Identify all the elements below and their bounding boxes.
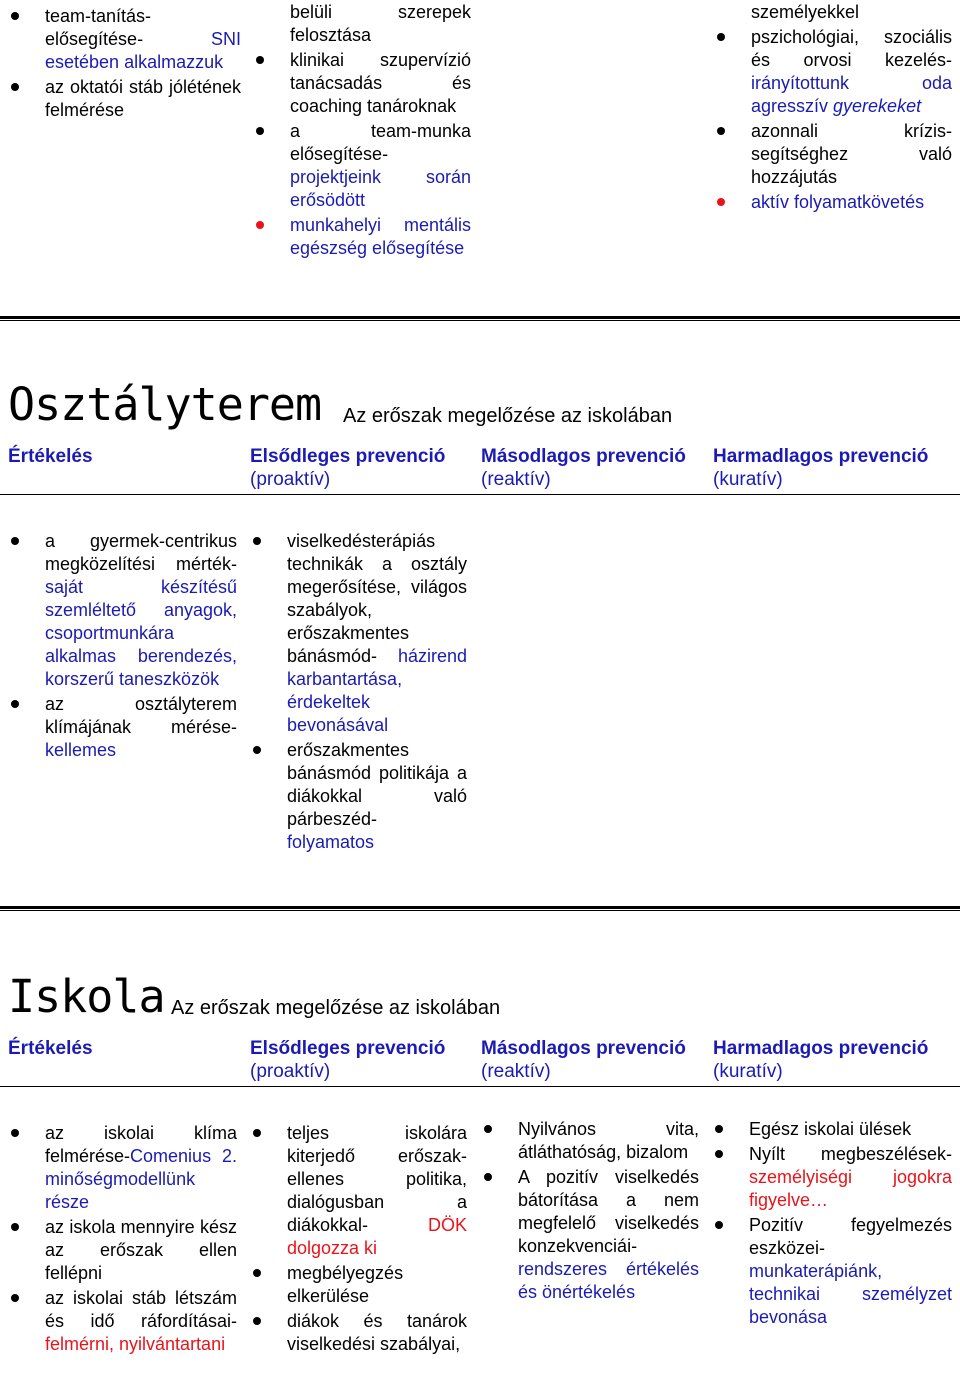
list-item-text: A pozitív viselkedés bátorítása a nem megfelelő viselkedés konzekvenciái- bbox=[518, 1167, 699, 1256]
list-item-text: Nyílt megbeszélések- bbox=[749, 1144, 952, 1164]
list-item-text: az iskolai klíma felmérése- bbox=[45, 1123, 237, 1166]
list-item bbox=[712, 1143, 952, 1212]
list-item-text: Comenius 2. minőségmodellünk része bbox=[45, 1146, 237, 1212]
osztaly-col-1 bbox=[8, 530, 237, 764]
list-item-text: Nyilvános vita, átláthatóság, bizalom bbox=[518, 1119, 699, 1162]
list-item bbox=[8, 530, 237, 691]
list-item-text: az oktatói stáb jólétének felmérése bbox=[45, 77, 241, 120]
iskola-col-2-list bbox=[250, 1122, 467, 1356]
list-item bbox=[8, 1122, 237, 1214]
header-rule-1 bbox=[0, 494, 960, 495]
osztaly-col-2 bbox=[250, 530, 467, 856]
list-item-text: az osztályterem klímájának mérése- bbox=[45, 694, 237, 737]
list-item bbox=[250, 1122, 467, 1260]
top-col-2 bbox=[253, 1, 471, 262]
iskola-col-4 bbox=[712, 1118, 952, 1331]
list-item-text: klinikai szupervízió tanácsadás és coaching tanároknak bbox=[290, 50, 471, 116]
header-elsodleges-2: Elsődleges prevenció (proaktív) bbox=[250, 1038, 446, 1082]
list-item-text: személyiségi jogokra figyelve… bbox=[749, 1167, 952, 1210]
list-item-text: diákok és tanárok viselkedési szabályai, bbox=[287, 1311, 467, 1354]
list-item bbox=[712, 1118, 952, 1141]
iskola-col-2 bbox=[250, 1122, 467, 1358]
list-item bbox=[8, 1216, 237, 1285]
list-item-text: az iskola mennyire kész az erőszak ellen fellépni bbox=[45, 1217, 237, 1283]
list-item-text: személyekkel bbox=[751, 2, 860, 22]
list-item bbox=[253, 120, 471, 212]
top-col-1 bbox=[8, 5, 241, 124]
list-item bbox=[481, 1166, 699, 1304]
list-item bbox=[8, 693, 237, 762]
list-item bbox=[8, 76, 241, 122]
list-item-text: kellemes bbox=[45, 740, 117, 760]
list-item-text: pszichológiai, szociális és orvosi kezelés- bbox=[751, 27, 952, 70]
list-item-text: felmérni, nyilvántartani bbox=[45, 1334, 226, 1354]
list-item-text: belüli szerepek felosztása bbox=[290, 2, 471, 45]
osztaly-col-1-list bbox=[8, 530, 237, 762]
list-item bbox=[714, 26, 952, 118]
list-item bbox=[253, 49, 471, 118]
osztaly-col-2-list bbox=[250, 530, 467, 854]
header-ertekeles-1: Értékelés bbox=[8, 446, 93, 467]
list-item-text: Pozitív fegyelmezés eszközei- bbox=[749, 1215, 952, 1258]
list-item-text: azonnali krízis-segítséghez való hozzájutás bbox=[751, 121, 952, 187]
section-subtitle-osztalyterem: Az erőszak megelőzése az iskolában bbox=[343, 405, 673, 427]
list-item bbox=[481, 1118, 699, 1164]
iskola-col-3-list bbox=[481, 1118, 699, 1304]
divider-top bbox=[0, 316, 960, 319]
list-item bbox=[250, 739, 467, 854]
list-item bbox=[250, 1262, 467, 1308]
header-masodlagos-1: Másodlagos prevenció (reaktív) bbox=[481, 446, 686, 490]
divider-middle bbox=[0, 906, 960, 909]
top-col-1-list bbox=[8, 5, 241, 122]
list-item bbox=[714, 120, 952, 189]
top-col-3 bbox=[714, 1, 952, 216]
list-item bbox=[714, 1, 952, 24]
list-item bbox=[253, 1, 471, 47]
list-item bbox=[250, 530, 467, 737]
list-item-text: gyerekeket bbox=[833, 96, 922, 116]
header-harmadlagos-1: Harmadlagos prevenció (kuratív) bbox=[713, 446, 929, 490]
list-item-text: irányítottunk oda agresszív bbox=[751, 73, 952, 116]
list-item-text: házirend karbantartása, érdekeltek bevonásával bbox=[287, 646, 467, 735]
list-item-text: SNI esetében alkalmazzuk bbox=[45, 29, 241, 72]
list-item bbox=[253, 214, 471, 260]
list-item bbox=[8, 1287, 237, 1356]
list-item-text: aktív folyamatkövetés bbox=[751, 192, 925, 212]
list-item-text: erőszakmentes bánásmód politikája a diákokkal való párbeszéd- bbox=[287, 740, 467, 829]
section-title-iskola: Iskola bbox=[8, 970, 165, 1023]
list-item-text: teljes iskolára kiterjedő erőszak-ellenes politika, dialógusban a diákokkal- bbox=[287, 1123, 467, 1235]
header-rule-2 bbox=[0, 1086, 960, 1087]
section-title-osztalyterem: Osztályterem bbox=[8, 378, 322, 431]
iskola-col-1-list bbox=[8, 1122, 237, 1356]
list-item-text: a gyermek-centrikus megközelítési mérték- bbox=[45, 531, 237, 574]
list-item-text: a team-munka elősegítése- bbox=[290, 121, 471, 164]
list-item bbox=[714, 191, 952, 214]
iskola-col-1 bbox=[8, 1122, 237, 1358]
iskola-col-3 bbox=[481, 1118, 699, 1306]
header-ertekeles-2: Értékelés bbox=[8, 1038, 93, 1059]
list-item bbox=[712, 1214, 952, 1329]
header-harmadlagos-2: Harmadlagos prevenció (kuratív) bbox=[713, 1038, 929, 1082]
list-item-text: saját készítésű szemléltető anyagok, csoportmunkára alkalmas berendezés, korszerű taneszközök bbox=[45, 577, 237, 689]
list-item-text: Egész iskolai ülések bbox=[749, 1119, 912, 1139]
list-item-text: projektjeink során erősödött bbox=[290, 167, 471, 210]
header-masodlagos-2: Másodlagos prevenció (reaktív) bbox=[481, 1038, 686, 1082]
list-item-text: viselkedésterápiás technikák a osztály megerősítése, világos szabályok, erőszakmentes bánásmód- bbox=[287, 531, 467, 666]
list-item-text: az iskolai stáb létszám és idő ráfordításai- bbox=[45, 1288, 237, 1331]
list-item-text: folyamatos bbox=[287, 832, 375, 852]
list-item-text: munkahelyi mentális egészség elősegítése bbox=[290, 215, 471, 258]
list-item-text: munkaterápiánk, technikai személyzet bevonása bbox=[749, 1261, 952, 1327]
list-item bbox=[8, 5, 241, 74]
list-item-text: team-tanítás-elősegítése- bbox=[45, 6, 211, 49]
list-item-text: megbélyegzés elkerülése bbox=[287, 1263, 404, 1306]
iskola-col-4-list bbox=[712, 1118, 952, 1329]
list-item bbox=[250, 1310, 467, 1356]
list-item-text: DÖK dolgozza ki bbox=[287, 1215, 467, 1258]
section-subtitle-iskola: Az erőszak megelőzése az iskolában bbox=[171, 997, 501, 1019]
top-col-3-list bbox=[714, 1, 952, 214]
header-elsodleges-1: Elsődleges prevenció (proaktív) bbox=[250, 446, 446, 490]
top-col-2-list bbox=[253, 1, 471, 260]
list-item-text: rendszeres értékelés és önértékelés bbox=[518, 1259, 699, 1302]
